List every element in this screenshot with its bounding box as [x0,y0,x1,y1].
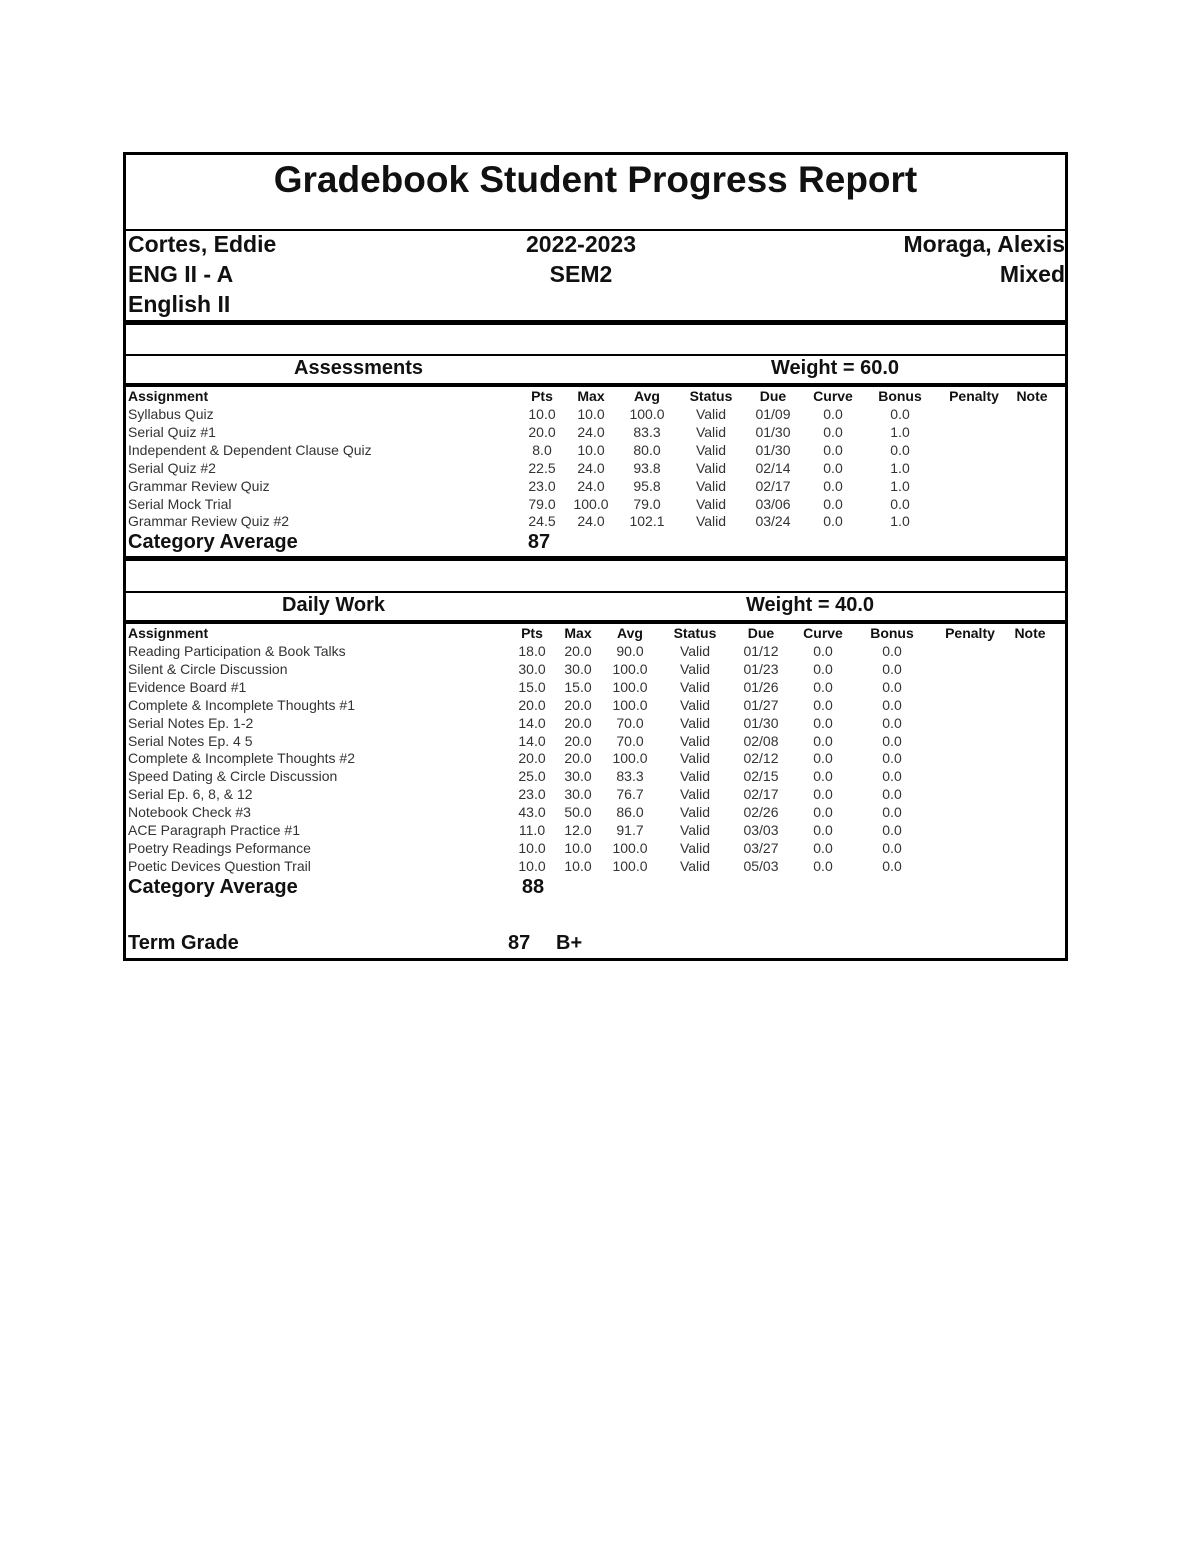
cell-max: 30.0 [564,660,592,677]
table-row [126,697,1065,715]
cell-max: 10.0 [564,839,592,856]
cell-bonus: 0.0 [882,732,902,749]
cell-name: Grammar Review Quiz [128,477,270,494]
cell-pts: 10.0 [528,406,556,422]
column-header-status: Status [689,388,733,404]
cell-status: Valid [679,678,711,695]
cell-max: 12.0 [564,822,592,838]
cell-curve: 0.0 [823,477,843,494]
cell-pts: 24.5 [528,513,556,530]
cell-due: 01/23 [743,660,779,677]
term-grade-letter: B+ [556,932,583,954]
cell-max: 10.0 [577,441,605,458]
cell-max: 20.0 [564,696,592,713]
cell-name: Serial Notes Ep. 4 5 [128,732,253,749]
cell-due: 03/27 [743,839,779,856]
progress-report [123,152,1068,961]
cell-curve: 0.0 [813,714,833,731]
table-row [126,822,1065,840]
table-row [126,496,1065,514]
cell-name: Serial Ep. 6, 8, & 12 [128,786,253,803]
divider [126,620,1065,624]
table-row [126,424,1065,442]
teacher-name: Moraga, Alexis [903,231,1065,257]
school-year: 2022-2023 [526,231,636,257]
cell-due: 03/06 [755,495,791,512]
cell-due: 01/30 [755,441,791,458]
column-header-avg: Avg [634,388,660,404]
cell-status: Valid [695,459,727,476]
cell-status: Valid [695,495,727,512]
cell-bonus: 0.0 [882,696,902,713]
cell-status: Valid [695,406,727,422]
cell-status: Valid [679,732,711,749]
cell-max: 30.0 [564,768,592,785]
cell-due: 01/12 [743,643,779,659]
cell-curve: 0.0 [823,513,843,530]
cell-curve: 0.0 [813,857,833,874]
cell-pts: 25.0 [518,768,546,785]
cell-pts: 20.0 [528,423,556,440]
cell-status: Valid [679,660,711,677]
cell-curve: 0.0 [823,459,843,476]
cell-due: 05/03 [743,857,779,874]
cell-name: Notebook Check #3 [128,804,251,821]
cell-bonus: 0.0 [882,678,902,695]
cell-status: Valid [679,768,711,785]
daily-work-category-average: 88 [521,876,545,898]
course-name: English II [128,291,231,317]
cell-bonus: 0.0 [882,786,902,803]
cell-pts: 23.0 [518,786,546,803]
divider [126,354,1065,356]
cell-due: 03/24 [755,513,791,530]
cell-curve: 0.0 [813,696,833,713]
cell-status: Valid [679,804,711,821]
daily-work-weight: Weight = 40.0 [746,594,875,616]
cell-avg: 100.0 [629,406,665,422]
cell-status: Valid [695,441,727,458]
cell-max: 100.0 [573,495,609,512]
daily-work-title: Daily Work [282,594,385,616]
cell-pts: 30.0 [518,660,546,677]
cell-pts: 14.0 [518,732,546,749]
cell-curve: 0.0 [823,441,843,458]
cell-pts: 22.5 [528,459,556,476]
cell-name: ACE Paragraph Practice #1 [128,822,300,838]
cell-bonus: 0.0 [882,804,902,821]
cell-avg: 76.7 [616,786,644,803]
table-row [126,478,1065,496]
cell-pts: 20.0 [518,750,546,767]
table-row [126,460,1065,478]
cell-avg: 91.7 [616,822,644,838]
cell-curve: 0.0 [813,732,833,749]
cell-max: 20.0 [564,750,592,767]
column-header-pts: Pts [531,388,553,404]
cell-avg: 90.0 [616,643,644,659]
cell-bonus: 0.0 [890,406,910,422]
cell-bonus: 0.0 [890,441,910,458]
column-header-assignment: Assignment [128,625,209,641]
cell-due: 02/12 [743,750,779,767]
cell-name: Poetry Readings Peformance [128,839,311,856]
cell-bonus: 1.0 [890,459,910,476]
cell-due: 01/26 [743,678,779,695]
cell-name: Poetic Devices Question Trail [128,857,311,874]
cell-curve: 0.0 [813,839,833,856]
cell-avg: 100.0 [612,750,648,767]
cell-due: 02/14 [755,459,791,476]
cell-status: Valid [679,696,711,713]
cell-bonus: 0.0 [882,822,902,838]
cell-max: 30.0 [564,786,592,803]
table-row [126,679,1065,697]
cell-bonus: 0.0 [882,714,902,731]
cell-name: Silent & Circle Discussion [128,660,288,677]
column-header-avg: Avg [617,625,643,641]
cell-name: Reading Participation & Book Talks [128,643,346,659]
column-header-bonus: Bonus [870,625,914,641]
cell-bonus: 0.0 [890,495,910,512]
column-header-note: Note [1014,625,1046,641]
cell-pts: 43.0 [518,804,546,821]
cell-avg: 83.3 [616,768,644,785]
cell-avg: 80.0 [633,441,661,458]
divider [126,556,1065,561]
cell-name: Serial Mock Trial [128,495,232,512]
course-code: ENG II - A [128,261,234,287]
term-grade-value: 87 [508,932,531,954]
cell-due: 02/17 [743,786,779,803]
cell-pts: 10.0 [518,857,546,874]
cell-pts: 18.0 [518,643,546,659]
cell-max: 24.0 [577,459,605,476]
table-row [126,750,1065,768]
cell-avg: 100.0 [612,857,648,874]
cell-curve: 0.0 [813,643,833,659]
table-row [126,715,1065,733]
cell-max: 20.0 [564,643,592,659]
cell-max: 10.0 [564,857,592,874]
table-row [126,513,1065,531]
cell-avg: 100.0 [612,678,648,695]
table-row [126,643,1065,661]
cell-status: Valid [679,786,711,803]
assessments-title: Assessments [294,357,423,379]
daily-work-category-average-label: Category Average [128,876,298,898]
table-row [126,840,1065,858]
cell-pts: 23.0 [528,477,556,494]
cell-status: Valid [679,714,711,731]
cell-name: Serial Quiz #1 [128,423,216,440]
report-title: Gradebook Student Progress Report [273,159,918,200]
table-row [126,858,1065,876]
cell-avg: 95.8 [633,477,661,494]
table-row [126,733,1065,751]
table-row [126,768,1065,786]
column-header-pts: Pts [521,625,543,641]
cell-max: 24.0 [577,423,605,440]
cell-due: 02/26 [743,804,779,821]
cell-max: 50.0 [564,804,592,821]
cell-name: Complete & Incomplete Thoughts #2 [128,750,355,767]
cell-status: Valid [679,750,711,767]
cell-max: 20.0 [564,714,592,731]
cell-status: Valid [679,643,711,659]
cell-avg: 93.8 [633,459,661,476]
cell-curve: 0.0 [813,768,833,785]
column-header-max: Max [564,625,592,641]
column-header-note: Note [1016,388,1048,404]
table-row [126,442,1065,460]
cell-pts: 11.0 [518,822,546,838]
cell-bonus: 0.0 [882,839,902,856]
cell-due: 02/17 [755,477,791,494]
cell-curve: 0.0 [823,423,843,440]
cell-name: Serial Quiz #2 [128,459,216,476]
cell-status: Valid [695,513,727,530]
column-header-max: Max [577,388,605,404]
cell-avg: 79.0 [633,495,661,512]
divider [126,383,1065,387]
cell-bonus: 1.0 [890,423,910,440]
cell-curve: 0.0 [813,678,833,695]
cell-avg: 83.3 [633,423,661,440]
cell-bonus: 1.0 [890,513,910,530]
divider [126,591,1065,593]
column-header-curve: Curve [803,625,843,641]
cell-name: Grammar Review Quiz #2 [128,513,290,530]
cell-curve: 0.0 [813,804,833,821]
cell-pts: 20.0 [518,696,546,713]
cell-due: 01/27 [743,696,779,713]
cell-bonus: 0.0 [882,768,902,785]
cell-name: Independent & Dependent Clause Quiz [128,441,372,458]
cell-curve: 0.0 [813,660,833,677]
cell-bonus: 1.0 [890,477,910,494]
table-row [126,804,1065,822]
cell-pts: 79.0 [528,495,556,512]
column-header-status: Status [673,625,717,641]
cell-curve: 0.0 [813,750,833,767]
cell-bonus: 0.0 [882,660,902,677]
cell-max: 24.0 [577,477,605,494]
table-row [126,786,1065,804]
column-header-assignment: Assignment [128,388,209,404]
assessments-weight: Weight = 60.0 [771,357,900,379]
cell-pts: 15.0 [518,678,546,695]
cell-due: 01/09 [755,406,791,422]
cell-name: Complete & Incomplete Thoughts #1 [128,696,355,713]
table-row [126,406,1065,424]
cell-status: Valid [679,822,711,838]
cell-pts: 14.0 [518,714,546,731]
cell-avg: 70.0 [616,714,644,731]
cell-due: 02/08 [743,732,779,749]
cell-curve: 0.0 [813,822,833,838]
cell-avg: 86.0 [616,804,644,821]
assessments-category-average: 87 [527,531,551,553]
cell-due: 03/03 [743,822,779,838]
student-name: Cortes, Eddie [128,231,277,257]
cell-pts: 10.0 [518,839,546,856]
cell-avg: 70.0 [616,732,644,749]
table-row [126,661,1065,679]
cell-name: Evidence Board #1 [128,678,247,695]
cell-curve: 0.0 [813,786,833,803]
divider [126,320,1065,325]
assessments-category-average-label: Category Average [128,531,298,553]
cell-status: Valid [679,857,711,874]
cell-due: 01/30 [755,423,791,440]
cell-bonus: 0.0 [882,643,902,659]
cell-name: Syllabus Quiz [128,406,214,422]
cell-name: Serial Notes Ep. 1-2 [128,714,254,731]
cell-name: Speed Dating & Circle Discussion [128,768,338,785]
cell-avg: 100.0 [612,839,648,856]
cell-avg: 100.0 [612,660,648,677]
cell-due: 01/30 [743,714,779,731]
column-header-penalty: Penalty [945,625,995,641]
cell-due: 02/15 [743,768,779,785]
cell-status: Valid [695,423,727,440]
cell-max: 10.0 [577,406,605,422]
cell-curve: 0.0 [823,406,843,422]
cell-avg: 102.1 [629,513,665,530]
column-header-due: Due [759,388,787,404]
cell-status: Valid [679,839,711,856]
grading-mode: Mixed [999,261,1065,287]
cell-max: 15.0 [564,678,592,695]
cell-max: 24.0 [577,513,605,530]
cell-bonus: 0.0 [882,750,902,767]
term-label: SEM2 [549,261,613,287]
cell-pts: 8.0 [532,441,552,458]
column-header-bonus: Bonus [878,388,922,404]
column-header-penalty: Penalty [949,388,999,404]
cell-curve: 0.0 [823,495,843,512]
column-header-curve: Curve [813,388,853,404]
term-grade-label: Term Grade [128,932,239,954]
cell-avg: 100.0 [612,696,648,713]
cell-bonus: 0.0 [882,857,902,874]
cell-status: Valid [695,477,727,494]
column-header-due: Due [747,625,775,641]
cell-max: 20.0 [564,732,592,749]
